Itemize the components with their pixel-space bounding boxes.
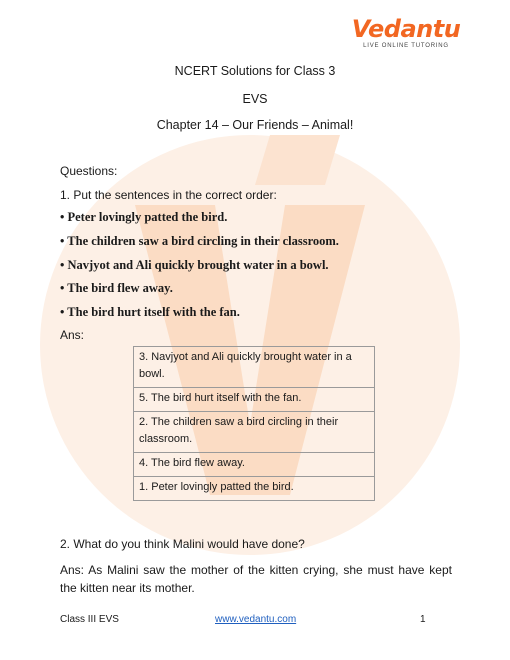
document-subject: EVS: [242, 92, 268, 106]
question-1-item: • The children saw a bird circling in their classroom.: [60, 234, 339, 248]
answer-label: Ans:: [60, 328, 85, 342]
logo-tagline: LIVE ONLINE TUTORING: [363, 43, 449, 49]
answer-cell: 3. Navjyot and Ali quickly brought water in a bowl.: [134, 347, 375, 388]
answer-table: [133, 346, 375, 501]
footer-class-label: Class III EVS: [60, 614, 119, 625]
question-1-item: • The bird flew away.: [60, 281, 173, 295]
footer-website-link[interactable]: www.vedantu.com: [215, 614, 297, 625]
page-number: 1: [420, 614, 426, 625]
table-row: [134, 388, 375, 412]
answer-cell: 1. Peter lovingly patted the bird.: [134, 477, 375, 501]
answer-cell: 2. The children saw a bird circling in their classroom.: [134, 412, 375, 453]
table-row: [134, 347, 375, 388]
answer-cell: 4. The bird flew away.: [134, 453, 375, 477]
answer-2: Ans: As Malini saw the mother of the kitten crying, she must have kept the kitten near its mother.: [60, 563, 452, 595]
question-1-item: • Peter lovingly patted the bird.: [60, 210, 228, 224]
table-row: [134, 453, 375, 477]
logo-wordmark: Vedantu: [351, 15, 461, 43]
question-1-item: • The bird hurt itself with the fan.: [60, 305, 240, 319]
question-1: 1. Put the sentences in the correct order:: [60, 188, 277, 202]
question-1-item: • Navjyot and Ali quickly brought water in a bowl.: [60, 258, 329, 272]
table-row: [134, 477, 375, 501]
chapter-title: Chapter 14 – Our Friends – Animal!: [156, 118, 354, 132]
answer-cell: 5. The bird hurt itself with the fan.: [134, 388, 375, 412]
question-2: 2. What do you think Malini would have done?: [60, 537, 305, 551]
questions-heading: Questions:: [60, 164, 118, 178]
table-row: [134, 412, 375, 453]
vedantu-logo: [350, 16, 462, 56]
document-title: NCERT Solutions for Class 3: [174, 64, 336, 78]
